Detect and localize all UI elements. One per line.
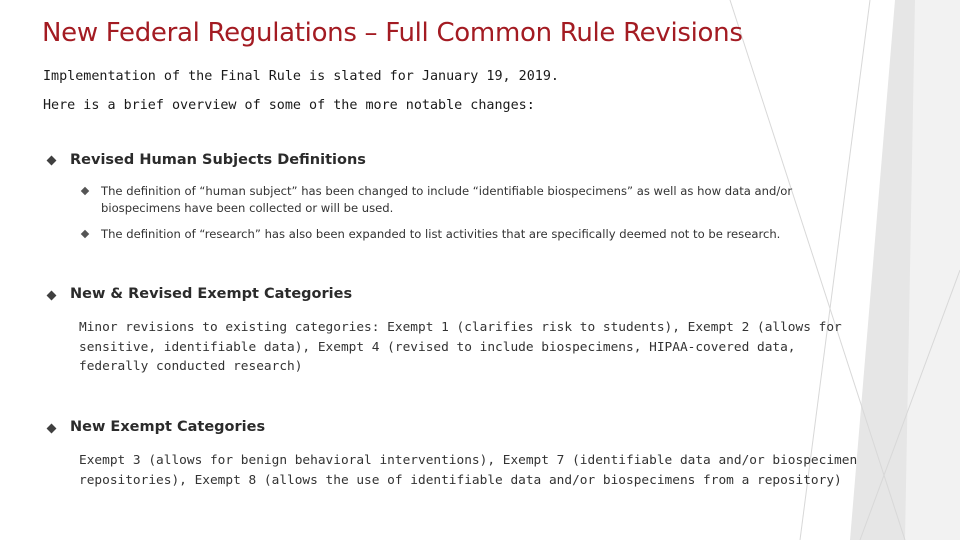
bullet-diamond-icon <box>47 156 57 166</box>
slide-title: New Federal Regulations – Full Common Rule Revisions <box>42 18 743 48</box>
revised-exempt-detail-text: Minor revisions to existing categories: Exempt 1 (clarifies risk to students), Exempt 2 (allows for sensitive, identifiable data), Exempt 4 (revised to include biospecimens, HIPAA-covered data, federally conducted research) <box>79 320 842 374</box>
human-subject-definition-text: The definition of “human subject” has been changed to include “identifiable biospecimens” as well as how data and/or biospecimens have been collected or will be used. <box>101 184 793 215</box>
section-heading-revised-exempt: New & Revised Exempt Categories <box>70 286 353 302</box>
sub-bullet-diamond-icon <box>81 187 89 195</box>
bullet-diamond-icon <box>47 424 57 434</box>
research-definition-text: The definition of “research” has also been expanded to list activities that are specifically deemed not to be research. <box>101 227 781 241</box>
intro-line-2: Here is a brief overview of some of the more notable changes: <box>43 98 535 113</box>
section-heading-human-subjects: Revised Human Subjects Definitions <box>70 152 366 168</box>
new-exempt-detail-text: Exempt 3 (allows for benign behavioral interventions), Exempt 7 (identifiable data and/or biospecimen repositories), Exempt 8 (allows the use of identifiable data and/or biospecimens from a repository) <box>79 453 858 488</box>
sub-bullet-diamond-icon <box>81 230 89 238</box>
section-heading-new-exempt: New Exempt Categories <box>70 419 266 435</box>
intro-line-1: Implementation of the Final Rule is slated for January 19, 2019. <box>43 69 559 84</box>
bullet-diamond-icon <box>47 291 57 301</box>
